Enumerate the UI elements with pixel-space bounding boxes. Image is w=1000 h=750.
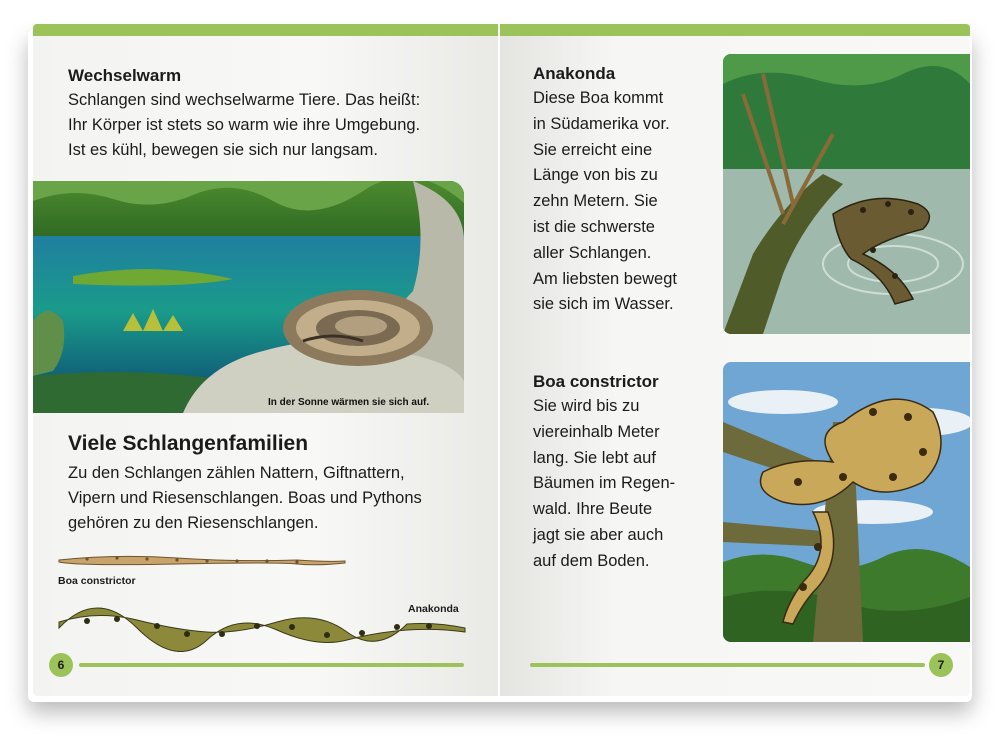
anaconda-image: [57, 604, 467, 657]
heading-anakonda: Anakonda: [533, 64, 616, 83]
left-page: [33, 24, 498, 696]
page-number-7: 7: [929, 653, 953, 677]
label-anakonda: Anakonda: [408, 603, 459, 615]
snake-by-lake-illustration: [33, 181, 464, 413]
boa-constrictor-image: [57, 550, 347, 575]
top-accent-bar: [33, 24, 498, 36]
paragraph-wechselwarm: Schlangen sind wechselwarme Tiere. Das heißt: Ihr Körper ist stets so warm wie ihre Umgebung. Ist es kühl, bewegen sie sich nur langsam.: [68, 91, 421, 159]
anaconda-in-water-illustration: [723, 54, 970, 334]
footer-line-left: [79, 663, 464, 667]
paragraph-schlangenfamilien: Zu den Schlangen zählen Nattern, Giftnattern, Vipern und Riesenschlangen. Boas und Pythons gehören zu den Riesenschlangen.: [68, 464, 422, 532]
top-accent-bar-right: [500, 24, 970, 36]
heading-boa-constrictor: Boa constrictor: [533, 372, 659, 391]
heading-schlangenfamilien: Viele Schlangenfamilien: [68, 432, 309, 455]
label-boa-constrictor: Boa constrictor: [58, 575, 136, 587]
paragraph-anakonda: Diese Boa kommt in Südamerika vor. Sie erreicht eine Länge von bis zu zehn Metern. Sie ist die schwerste aller Schlangen. Am liebsten bewegt sie sich im Wasser.: [533, 89, 677, 314]
footer-line-right: [530, 663, 925, 667]
photo-boa-constrictor: [723, 362, 970, 642]
heading-wechselwarm: Wechselwarm: [68, 66, 182, 85]
photo-anaconda: [723, 54, 970, 334]
paragraph-boa-constrictor: Sie wird bis zu viereinhalb Meter lang. Sie lebt auf Bäumen im Regen- wald. Ihre Beute jagt sie aber auch auf dem Boden.: [533, 397, 676, 570]
photo-caption: In der Sonne wärmen sie sich auf.: [268, 397, 430, 408]
boa-on-tree-illustration: [723, 362, 970, 642]
right-page: [500, 24, 970, 696]
photo-snake-sunbathing: [33, 181, 464, 413]
page-number-6: 6: [49, 653, 73, 677]
